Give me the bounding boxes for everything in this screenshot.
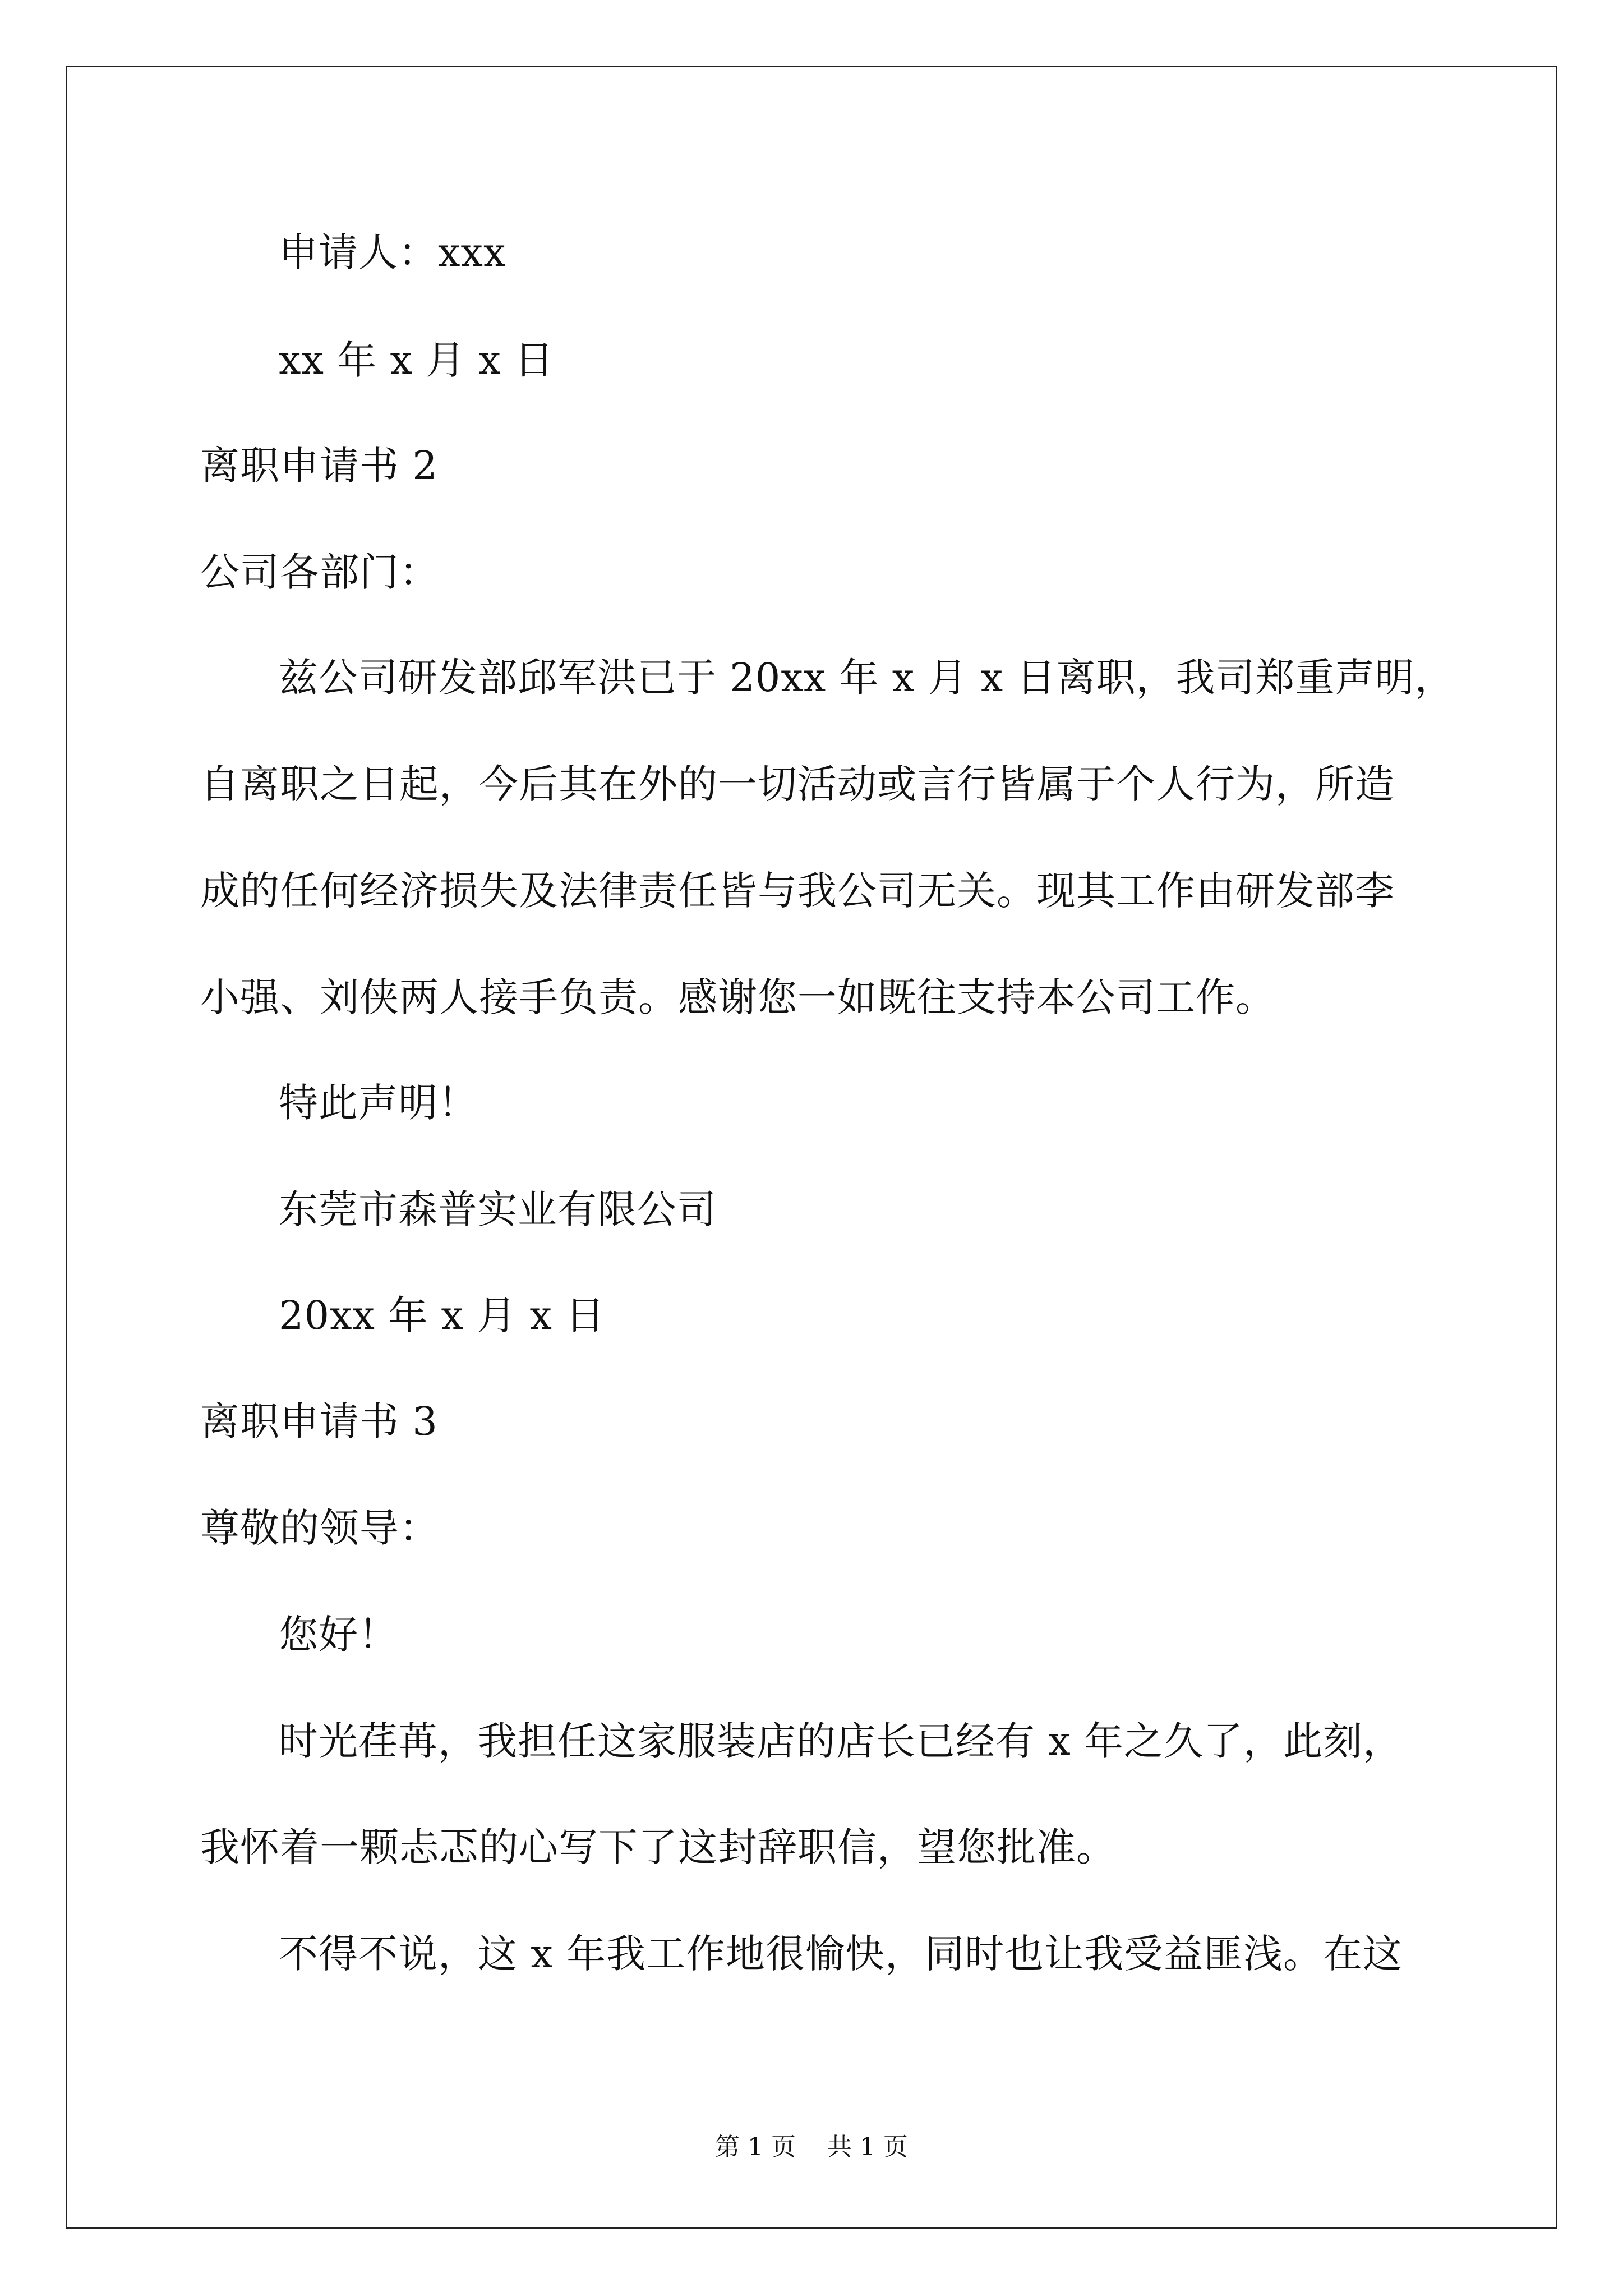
company-date: 20xx 年 x 月 x 日	[279, 1292, 606, 1338]
greeting-line: 您好！	[279, 1612, 398, 1658]
body-paragraph-line: 兹公司研发部邱军洪已于 20xx 年 x 月 x 日离职，我司郑重声明，	[279, 655, 1455, 701]
applicant-line: 申请人：xxx	[279, 229, 506, 275]
salutation-leader: 尊敬的领导：	[200, 1505, 439, 1551]
company-name: 东莞市森普实业有限公司	[279, 1186, 717, 1232]
body-paragraph-line: 成的任何经济损失及法律责任皆与我公司无关。现其工作由研发部李	[200, 868, 1395, 914]
salutation-departments: 公司各部门：	[200, 549, 439, 595]
page-number-footer: 第 1 页 共 1 页	[715, 2133, 908, 2161]
page-border	[66, 66, 1557, 2229]
body-paragraph-line: 不得不说，这 x 年我工作地很愉快，同时也让我受益匪浅。在这	[279, 1931, 1403, 1977]
body-paragraph-line: 小强、刘侠两人接手负责。感谢您一如既往支持本公司工作。	[200, 974, 1275, 1020]
body-paragraph-line: 我怀着一颗忐忑的心写下了这封辞职信，望您批准。	[200, 1824, 1116, 1870]
date-line: xx 年 x 月 x 日	[279, 337, 555, 383]
body-paragraph-line: 时光荏苒，我担任这家服装店的店长已经有 x 年之久了，此刻，	[279, 1718, 1403, 1764]
declaration-line: 特此声明！	[279, 1080, 478, 1126]
body-paragraph-line: 自离职之日起，今后其在外的一切活动或言行皆属于个人行为，所造	[200, 761, 1395, 807]
section-title-3: 离职申请书 3	[200, 1398, 438, 1444]
section-title-2: 离职申请书 2	[200, 443, 438, 489]
